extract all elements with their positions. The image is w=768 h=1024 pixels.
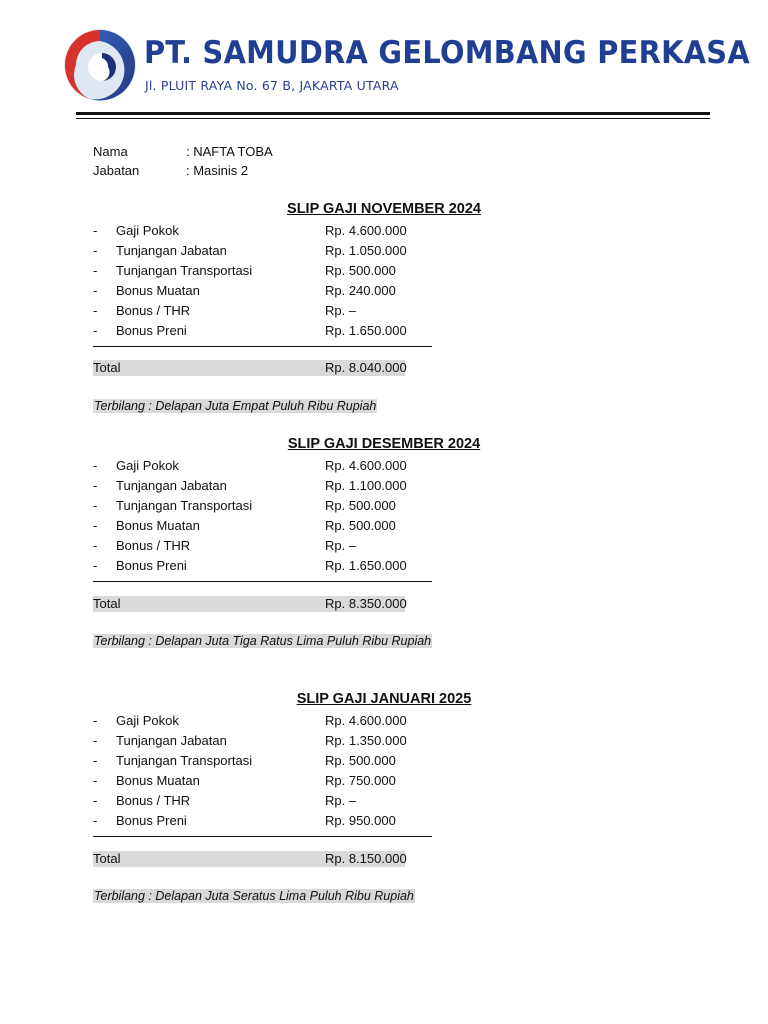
item-label: Gaji Pokok [116, 713, 179, 728]
item-amount: Rp. 1.650.000 [325, 323, 407, 338]
bullet-dash: - [93, 753, 98, 768]
bullet-dash: - [93, 283, 98, 298]
total-amount: Rp. 8.040.000 [325, 360, 407, 375]
item-amount: Rp. 500.000 [325, 498, 396, 513]
slip-title: SLIP GAJI DESEMBER 2024 [287, 436, 481, 452]
bullet-dash: - [93, 773, 98, 788]
list-item [0, 713, 768, 733]
item-label: Bonus Muatan [116, 518, 200, 533]
bullet-dash: - [93, 458, 98, 473]
position-label: Jabatan [93, 163, 140, 178]
bullet-dash: - [93, 733, 98, 748]
item-amount: Rp. 1.650.000 [325, 558, 407, 573]
item-label: Tunjangan Jabatan [116, 243, 227, 258]
total-amount: Rp. 8.150.000 [325, 851, 407, 866]
list-item [0, 498, 768, 518]
item-amount: Rp. 4.600.000 [325, 458, 407, 473]
item-amount: Rp. – [325, 793, 357, 808]
bullet-dash: - [93, 498, 98, 513]
bullet-dash: - [93, 713, 98, 728]
list-item [0, 323, 768, 343]
item-label: Bonus Muatan [116, 773, 200, 788]
total-amount: Rp. 8.350.000 [325, 596, 407, 611]
bullet-dash: - [93, 303, 98, 318]
list-item [0, 478, 768, 498]
total-label: Total [93, 360, 121, 375]
item-label: Bonus Muatan [116, 283, 200, 298]
item-label: Bonus Preni [116, 558, 187, 573]
item-label: Bonus / THR [116, 303, 191, 318]
item-label: Gaji Pokok [116, 223, 179, 238]
item-label: Tunjangan Transportasi [116, 263, 253, 278]
bullet-dash: - [93, 323, 98, 338]
item-amount: Rp. 4.600.000 [325, 713, 407, 728]
bullet-dash: - [93, 223, 98, 238]
bullet-dash: - [93, 518, 98, 533]
list-item [0, 793, 768, 813]
item-amount: Rp. – [325, 538, 357, 553]
total-label: Total [93, 851, 121, 866]
list-item [0, 303, 768, 323]
list-item [0, 458, 768, 478]
total-label: Total [93, 596, 121, 611]
list-item [0, 223, 768, 243]
amount-in-words: Terbilang : Delapan Juta Empat Puluh Ribu Rupiah [94, 399, 377, 413]
item-amount: Rp. 500.000 [325, 263, 396, 278]
item-amount: Rp. 500.000 [325, 753, 396, 768]
bullet-dash: - [93, 793, 98, 808]
list-item [0, 538, 768, 558]
item-amount: Rp. 750.000 [325, 773, 396, 788]
company-address: Jl. PLUIT RAYA No. 67 B, JAKARTA UTARA [145, 78, 399, 93]
company-name: PT. SAMUDRA GELOMBANG PERKASA [144, 35, 750, 71]
list-item [0, 753, 768, 773]
name-value: : NAFTA TOBA [186, 144, 273, 159]
item-label: Bonus / THR [116, 793, 191, 808]
list-item [0, 773, 768, 793]
position-value: : Masinis 2 [186, 163, 249, 178]
bullet-dash: - [93, 558, 98, 573]
item-label: Bonus / THR [116, 538, 191, 553]
item-amount: Rp. – [325, 303, 357, 318]
name-label: Nama [93, 144, 128, 159]
total-divider [93, 346, 432, 347]
item-label: Bonus Preni [116, 813, 187, 828]
bullet-dash: - [93, 243, 98, 258]
item-amount: Rp. 1.350.000 [325, 733, 407, 748]
bullet-dash: - [93, 478, 98, 493]
header-divider-thick [76, 112, 710, 115]
item-label: Tunjangan Transportasi [116, 753, 253, 768]
bullet-dash: - [93, 813, 98, 828]
list-item [0, 243, 768, 263]
total-divider [93, 836, 432, 837]
item-amount: Rp. 1.100.000 [325, 478, 407, 493]
item-amount: Rp. 240.000 [325, 283, 396, 298]
bullet-dash: - [93, 263, 98, 278]
item-label: Bonus Preni [116, 323, 187, 338]
slip-title: SLIP GAJI JANUARI 2025 [296, 691, 472, 707]
item-amount: Rp. 4.600.000 [325, 223, 407, 238]
total-divider [93, 581, 432, 582]
item-amount: Rp. 950.000 [325, 813, 396, 828]
amount-in-words: Terbilang : Delapan Juta Tiga Ratus Lima Puluh Ribu Rupiah [94, 634, 432, 648]
list-item [0, 733, 768, 753]
slip-title: SLIP GAJI NOVEMBER 2024 [287, 201, 481, 217]
header-divider-thin [76, 118, 710, 119]
item-label: Gaji Pokok [116, 458, 179, 473]
amount-in-words: Terbilang : Delapan Juta Seratus Lima Puluh Ribu Rupiah [94, 889, 414, 903]
item-label: Tunjangan Jabatan [116, 733, 227, 748]
company-logo-swirl-icon [62, 27, 138, 103]
list-item [0, 263, 768, 283]
item-amount: Rp. 500.000 [325, 518, 396, 533]
item-label: Tunjangan Jabatan [116, 478, 227, 493]
item-label: Tunjangan Transportasi [116, 498, 253, 513]
list-item [0, 813, 768, 833]
list-item [0, 518, 768, 538]
item-amount: Rp. 1.050.000 [325, 243, 407, 258]
list-item [0, 283, 768, 303]
bullet-dash: - [93, 538, 98, 553]
list-item [0, 558, 768, 578]
